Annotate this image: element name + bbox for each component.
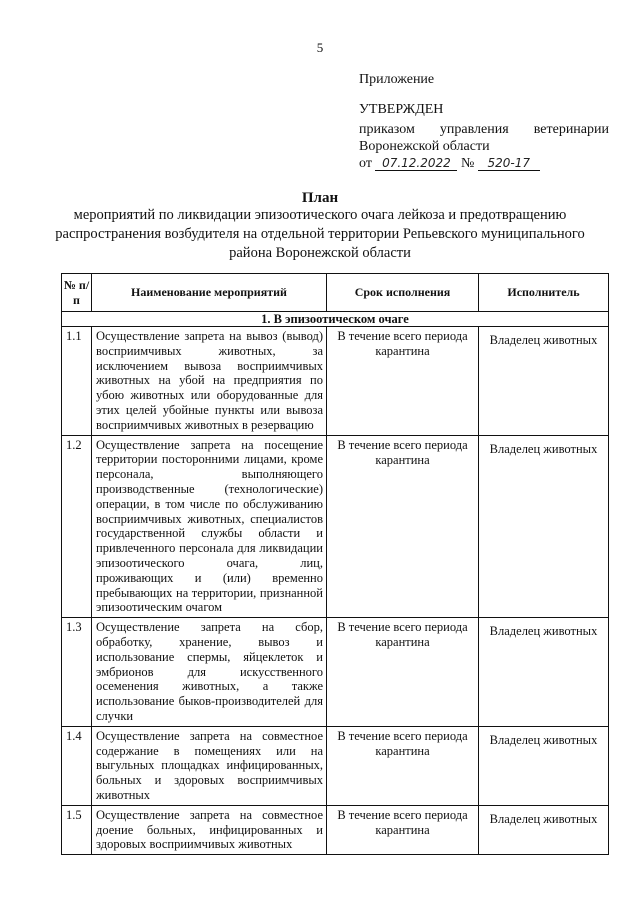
row-measure: Осуществление запрета на вывоз (вывод) восприимчивых животных, за исключением вывоза восприимчивых животных на убой на предприятия по убою животных или оборудованные для этих целей убойные пункты или вывоза восприимчивых животных в резервацию [92, 327, 327, 436]
table-row [62, 435, 609, 618]
approval-block [359, 71, 609, 172]
header-number: № п/п [62, 274, 92, 312]
row-executor: Владелец животных [479, 327, 609, 436]
row-term: В течение всего периода карантина [327, 327, 479, 436]
row-number: 1.3 [62, 618, 92, 727]
appendix-label: Приложение [359, 72, 435, 87]
order-date-number [359, 155, 609, 172]
approved-label: УТВЕРЖДЕН [359, 102, 444, 117]
table-row [62, 805, 609, 854]
order-issuer-line: приказом управления ветеринарии [359, 122, 609, 137]
order-number-handwritten: 520-17 [478, 157, 540, 171]
row-term: В течение всего периода карантина [327, 435, 479, 618]
plan-subtitle: мероприятий по ликвидации эпизоотического очага лейкоза и предотвращению распространения возбудителя на отдельной территории Репьевского муниципального района Воронежской области [55, 207, 585, 261]
row-measure: Осуществление запрета на совместное содержание в помещениях или на выгульных площадках инфицированных, больных и здоровых восприимчивых животных [92, 726, 327, 805]
header-term: Срок исполнения [327, 274, 479, 312]
order-date-handwritten: 07.12.2022 [375, 157, 457, 171]
row-term: В течение всего периода карантина [327, 618, 479, 727]
row-number: 1.1 [62, 327, 92, 436]
row-measure: Осуществление запрета на сбор, обработку, хранение, вывоз и использование спермы, яйцеклеток и эмбрионов для искусственного осеменения животных, а также использование быков-производителей для случки [92, 618, 327, 727]
row-executor: Владелец животных [479, 726, 609, 805]
row-measure: Осуществление запрета на совместное доение больных, инфицированных и здоровых восприимчивых животных [92, 805, 327, 854]
table-row [62, 726, 609, 805]
row-number: 1.5 [62, 805, 92, 854]
row-executor: Владелец животных [479, 435, 609, 618]
header-executor: Исполнитель [479, 274, 609, 312]
row-number: 1.4 [62, 726, 92, 805]
table-row [62, 327, 609, 436]
plan-heading: План [301, 190, 339, 206]
number-prefix: № [460, 156, 475, 171]
order-issuer-region: Воронежской области [359, 139, 490, 154]
row-executor: Владелец животных [479, 805, 609, 854]
row-executor: Владелец животных [479, 618, 609, 727]
table-header-row [62, 274, 609, 312]
table-row [62, 618, 609, 727]
row-term: В течение всего периода карантина [327, 805, 479, 854]
date-prefix: от [359, 156, 372, 171]
section-row [62, 312, 609, 327]
measures-table [61, 273, 609, 855]
row-measure: Осуществление запрета на посещение территории посторонними лицами, кроме персонала, выполняющего производственные (технологические) операции, в том числе по обслуживанию восприимчивых животных, специалистов государственной службы области и привлеченного персонала для ликвидации эпизоотического очага, лиц, проживающих и (или) временно пребывающих на территории, признанной эпизоотическим очагом [92, 435, 327, 618]
section-title: 1. В эпизоотическом очаге [62, 312, 609, 327]
row-number: 1.2 [62, 435, 92, 618]
page-number: 5 [316, 40, 324, 55]
header-name: Наименование мероприятий [92, 274, 327, 312]
row-term: В течение всего периода карантина [327, 726, 479, 805]
